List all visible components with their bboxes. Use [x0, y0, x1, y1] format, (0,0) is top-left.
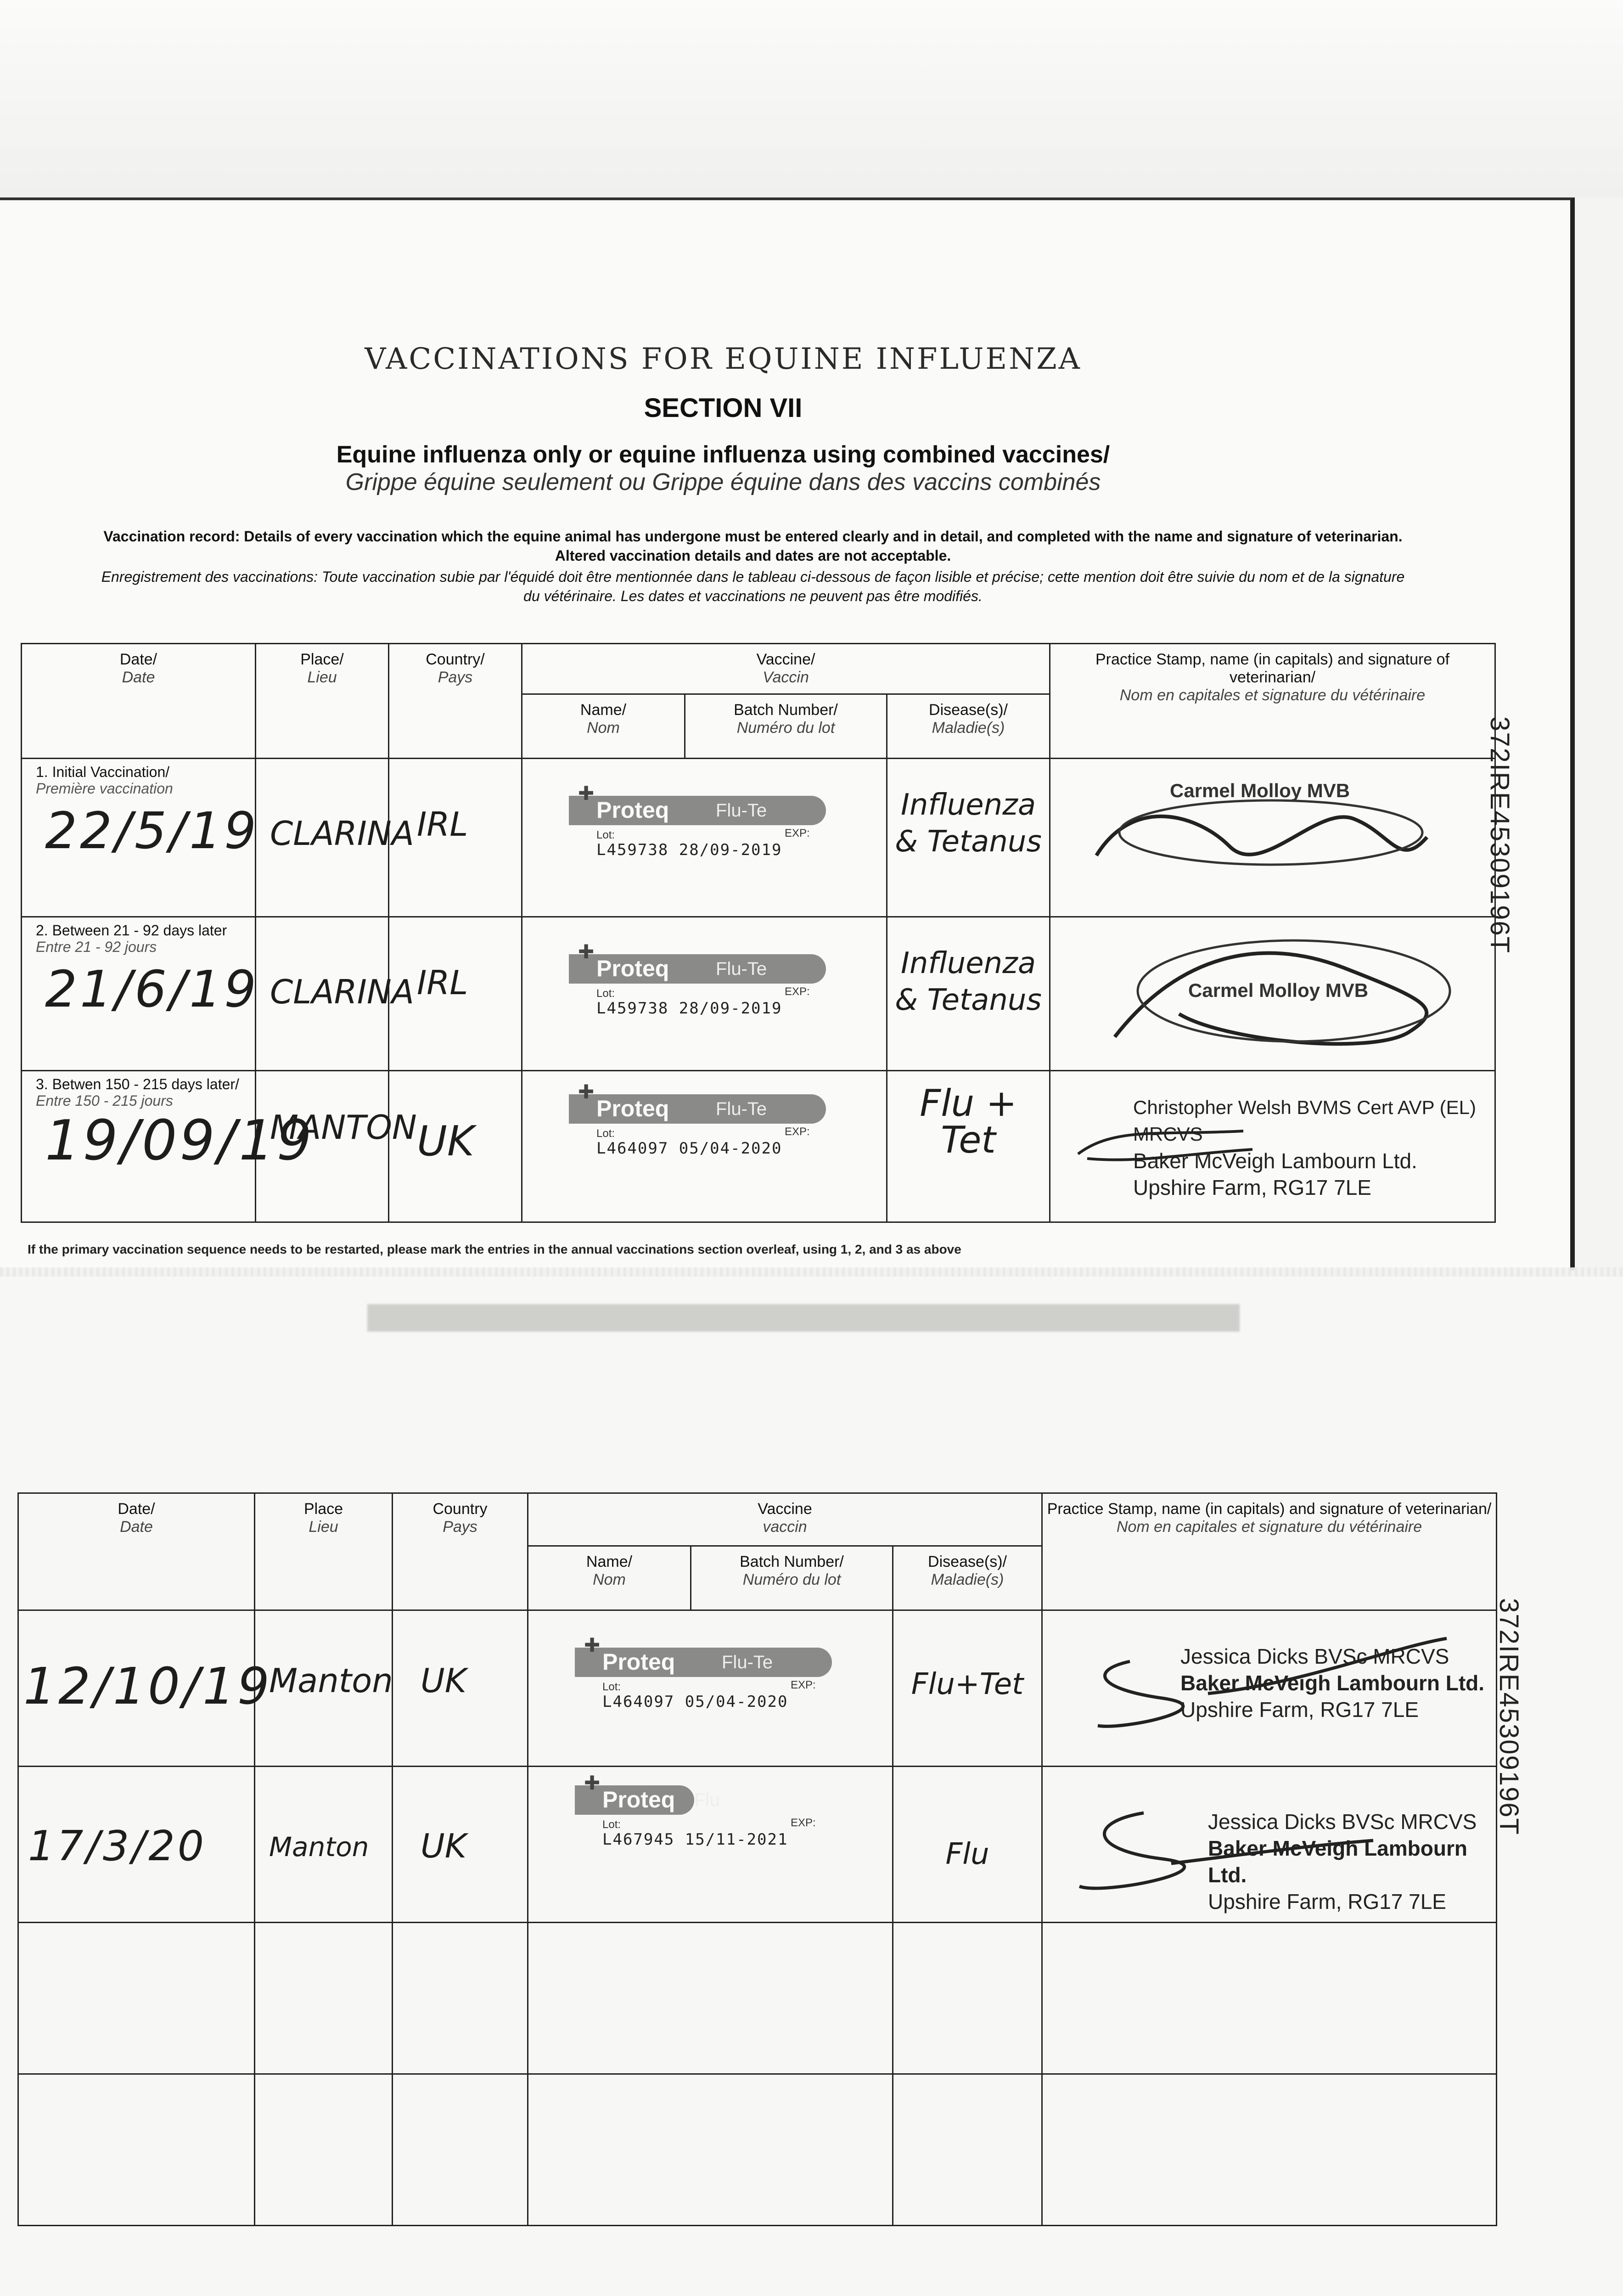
section-heading: VACCINATIONS FOR EQUINE INFLUENZA [365, 342, 1082, 376]
note-line-3: Enregistrement des vaccinations: Toute vaccination subie par l'équidé doit être mentionnée dans le tableau ci-dessous de façon lisible et précise; cette mention doit être suivie du nom et de la signature [101, 568, 1405, 585]
vaccine-variant: Flu-Te [716, 959, 767, 979]
country-cell [389, 917, 522, 1071]
signature-scribble-icon [1078, 777, 1445, 888]
plus-icon: ✚ [584, 1772, 601, 1794]
passport-number-upper: 372IRE45309196T [1485, 716, 1515, 954]
place-value: MANTON [270, 1108, 417, 1147]
empty-cell[interactable] [393, 1923, 528, 2074]
note-line-1: Vaccination record: Details of every vaccination which the equine animal has undergone must be entered clearly and in detail, and completed with the name and signature of veterinarian. [103, 528, 1403, 545]
vet-name: Carmel Molloy MVB [1170, 780, 1350, 801]
disease-cell [887, 759, 1050, 917]
subtitle-english: Equine influenza only or equine influenza using combined vaccines/ [336, 441, 1110, 468]
disease-value: Influenza & Tetanus [895, 788, 1042, 859]
vet-name: Jessica Dicks BVSc MRCVS [1180, 1644, 1449, 1668]
table-row [22, 759, 1495, 917]
country-value: IRL [417, 805, 468, 844]
practice-name: Baker McVeigh Lambourn Ltd. [1133, 1149, 1417, 1173]
header-batch-number: Batch Number/ Numéro du lot [685, 694, 887, 759]
row-label-french: Première vaccination [36, 780, 173, 797]
disease-cell [893, 1767, 1042, 1923]
disease-value: Flu [945, 1837, 989, 1871]
country-value: UK [417, 1117, 474, 1165]
vaccine-variant: Flu-Te [722, 1652, 773, 1672]
practice-address: Upshire Farm, RG17 7LE [1208, 1890, 1446, 1913]
vaccine-label-cell [522, 759, 887, 917]
subtitle-french: Grippe équine seulement ou Grippe équine dans des vaccins combinés [345, 469, 1101, 495]
note-line-2: Altered vaccination details and dates are not acceptable. [555, 547, 951, 564]
header-date: Date/ Date [18, 1493, 255, 1610]
batch-number: L464097 05/04-2020 [596, 1139, 782, 1158]
passport-number-lower: 372IRE45309196T [1494, 1598, 1524, 1835]
empty-cell[interactable] [18, 2074, 255, 2226]
section-number: SECTION VII [644, 393, 803, 423]
faded-heading-bar [367, 1304, 1240, 1332]
vaccine-label-cell [528, 1767, 893, 1923]
lot-label: Lot: [596, 1127, 615, 1140]
vaccine-variant: Flu [694, 1790, 720, 1810]
place-value: Manton [269, 1831, 369, 1863]
disease-cell [887, 917, 1050, 1071]
disease-cell [893, 1610, 1042, 1767]
empty-cell[interactable] [255, 1923, 393, 2074]
batch-number: L459738 28/09-2019 [596, 841, 782, 859]
exp-label: EXP: [785, 1125, 810, 1138]
vaccine-sticker [575, 1772, 846, 1849]
note-line-4: du vétérinaire. Les dates et vaccinations ne peuvent pas être modifiés. [523, 588, 983, 604]
stamp-cell [1042, 1610, 1497, 1767]
vaccination-date: 17/3/20 [28, 1822, 207, 1870]
vet-name: Jessica Dicks BVSc MRCVS [1208, 1810, 1477, 1834]
date-cell [18, 1767, 255, 1923]
empty-cell[interactable] [255, 2074, 393, 2226]
header-practice-stamp: Practice Stamp, name (in capitals) and signature of veterinarian/ Nom en capitales et signature du vétérinaire [1042, 1493, 1497, 1610]
stamp-cell [1042, 1767, 1497, 1923]
stamp-cell [1050, 917, 1495, 1071]
place-cell [255, 1767, 393, 1923]
place-value: CLARINA [270, 814, 415, 853]
country-value: UK [421, 1661, 466, 1700]
empty-cell[interactable] [18, 1923, 255, 2074]
vaccine-label-cell [522, 1071, 887, 1222]
header-diseases: Disease(s)/ Maladie(s) [887, 694, 1050, 759]
lot-label: Lot: [596, 829, 615, 841]
vaccine-brand: Proteq [602, 1649, 675, 1675]
header-vaccine-name: Name/ Nom [528, 1546, 691, 1610]
scan-background-top [0, 0, 1623, 197]
vaccination-date: 22/5/19 [45, 801, 259, 860]
country-value: IRL [417, 963, 468, 1002]
signature-scribble-icon [1070, 1620, 1465, 1739]
place-cell [255, 1610, 393, 1767]
date-cell [22, 917, 259, 1071]
country-cell [393, 1767, 528, 1923]
vaccine-brand: Proteq [596, 797, 669, 823]
header-diseases: Disease(s)/ Maladie(s) [893, 1546, 1042, 1610]
empty-cell[interactable] [528, 1923, 893, 2074]
disease-value: Influenza & Tetanus [895, 946, 1042, 1017]
vaccine-brand: Proteq [602, 1787, 675, 1812]
date-cell [18, 1610, 273, 1767]
exp-label: EXP: [791, 1817, 816, 1829]
annual-vaccination-table [17, 1492, 1497, 2226]
exp-label: EXP: [791, 1679, 816, 1691]
exp-label: EXP: [785, 985, 810, 998]
vet-name: Christopher Welsh BVMS Cert AVP (EL) MRCVS [1133, 1097, 1476, 1145]
vaccine-brand: Proteq [596, 956, 669, 981]
table-row [18, 1767, 1497, 1923]
vaccine-variant: Flu-Te [716, 800, 767, 821]
empty-cell[interactable] [1042, 2074, 1497, 2226]
restart-footnote: If the primary vaccination sequence needs to be restarted, please mark the entries in the annual vaccinations section overleaf, using 1, 2, and 3 as above [28, 1242, 961, 1256]
stamp-cell [1050, 1071, 1495, 1222]
stamp-cell [1050, 759, 1495, 917]
lot-label: Lot: [596, 987, 615, 1000]
table-row [22, 1071, 1495, 1222]
initial-vaccination-table [21, 643, 1496, 1223]
place-cell [256, 1071, 417, 1222]
plus-icon: ✚ [578, 1081, 595, 1103]
place-value: Manton [269, 1661, 393, 1700]
header-country: Country Pays [393, 1493, 528, 1610]
header-country: Country/ Pays [389, 644, 522, 759]
plus-icon: ✚ [584, 1634, 601, 1656]
header-batch-number: Batch Number/ Numéro du lot [691, 1546, 893, 1610]
table-row [18, 1923, 1497, 2074]
header-vaccine: Vaccine/ Vaccin [522, 644, 1050, 694]
vaccine-label-cell [528, 1610, 893, 1767]
row-label: 3. Betwen 150 - 215 days later/ [36, 1076, 239, 1092]
place-cell [256, 759, 415, 917]
country-value: UK [421, 1827, 466, 1865]
empty-cell[interactable] [893, 1923, 1042, 2074]
vaccination-date: 21/6/19 [45, 960, 259, 1019]
lot-label: Lot: [602, 1681, 621, 1693]
header-practice-stamp: Practice Stamp, name (in capitals) and signature of veterinarian/ Nom en capitales et signature du vétérinaire [1050, 644, 1495, 759]
country-cell [389, 759, 522, 917]
empty-cell[interactable] [893, 2074, 1042, 2226]
vaccine-brand: Proteq [596, 1096, 669, 1121]
practice-address: Upshire Farm, RG17 7LE [1133, 1176, 1371, 1199]
table-row [18, 1610, 1497, 1767]
signature-scribble-icon [1087, 927, 1464, 1055]
signature-scribble-icon [1061, 1795, 1382, 1914]
practice-name: Baker McVeigh Lambourn Ltd. [1208, 1836, 1467, 1887]
practice-name: Baker McVeigh Lambourn Ltd. [1180, 1671, 1485, 1695]
batch-number: L459738 28/09-2019 [596, 999, 782, 1018]
date-cell [22, 1071, 314, 1222]
row-label: 2. Between 21 - 92 days later [36, 922, 227, 939]
row-label-french: Entre 21 - 92 jours [36, 939, 157, 955]
batch-number: L467945 15/11-2021 [602, 1830, 788, 1849]
plus-icon: ✚ [578, 941, 595, 962]
header-date: Date/ Date [22, 644, 256, 759]
date-cell [22, 759, 259, 917]
disease-cell [887, 1071, 1050, 1222]
header-vaccine: Vaccine vaccin [528, 1493, 1042, 1546]
empty-cell[interactable] [1042, 1923, 1497, 2074]
country-cell [393, 1610, 528, 1767]
disease-value: Flu+Tet [911, 1667, 1024, 1701]
batch-number: L464097 05/04-2020 [602, 1693, 788, 1711]
row-label-french: Entre 150 - 215 jours [36, 1092, 173, 1109]
vaccine-sticker [569, 782, 840, 859]
table-row [22, 917, 1495, 1071]
lot-label: Lot: [602, 1818, 621, 1831]
practice-address: Upshire Farm, RG17 7LE [1180, 1698, 1419, 1722]
empty-cell[interactable] [393, 2074, 528, 2226]
header-place: Place Lieu [255, 1493, 393, 1610]
signature-scribble-icon [1069, 1122, 1262, 1172]
table-row [18, 2074, 1497, 2226]
header-vaccine-name: Name/ Nom [522, 694, 685, 759]
vaccination-date: 12/10/19 [23, 1657, 273, 1716]
vaccine-sticker [575, 1634, 846, 1711]
disease-value: Flu + Tet [920, 1082, 1017, 1161]
vaccine-sticker [569, 1081, 840, 1158]
place-cell [256, 917, 415, 1071]
header-place: Place/ Lieu [256, 644, 389, 759]
empty-cell[interactable] [528, 2074, 893, 2226]
vaccine-label-cell [522, 917, 887, 1071]
exp-label: EXP: [785, 827, 810, 839]
vaccine-variant: Flu-Te [716, 1099, 767, 1119]
plus-icon: ✚ [578, 782, 595, 804]
vaccination-date: 19/09/19 [45, 1109, 314, 1173]
place-value: CLARINA [270, 973, 415, 1011]
country-cell [389, 1071, 522, 1222]
vet-name: Carmel Molloy MVB [1188, 979, 1369, 1001]
vaccine-sticker [569, 941, 840, 1018]
row-label: 1. Initial Vaccination/ [36, 764, 170, 780]
